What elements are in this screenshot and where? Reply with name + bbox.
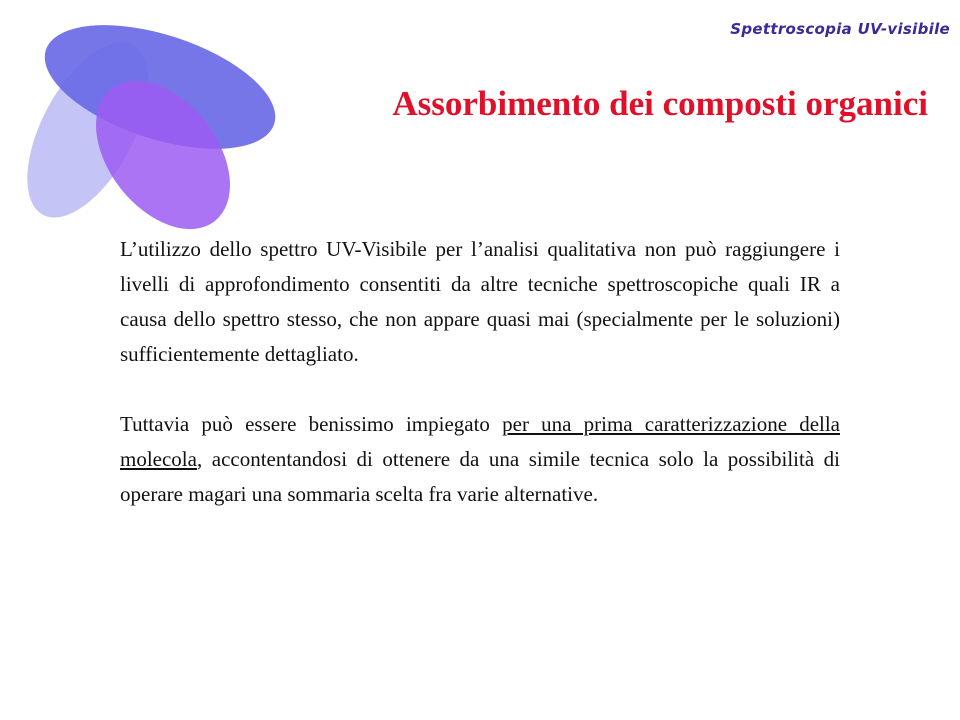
underlined-phrase: per una prima caratterizzazione della molecola [120,412,841,471]
decorative-ellipses [0,0,300,260]
paragraph-1: L’utilizzo dello spettro UV-Visibile per l’analisi qualitativa non può raggiungere i livelli di approfondimento consentiti da altre tecniche spettroscopiche quali IR a causa dello spettro stesso, che non appare quasi mai (specialmente per le soluzioni) sufficientemente dettagliato. [120,237,840,366]
slide-title: Assorbimento dei composti organici [392,84,928,123]
paragraph-2-start: Tuttavia può essere benissimo impiegato [120,412,503,436]
paragraph-2 [120,407,840,512]
header-tag: Spettroscopia UV-visibile [730,20,950,38]
slide-body [120,232,840,512]
paragraph-2-end: , accontentandosi di ottenere da una simile tecnica solo la possibilità di operare magari una sommaria scelta fra varie alternative. [120,447,840,506]
